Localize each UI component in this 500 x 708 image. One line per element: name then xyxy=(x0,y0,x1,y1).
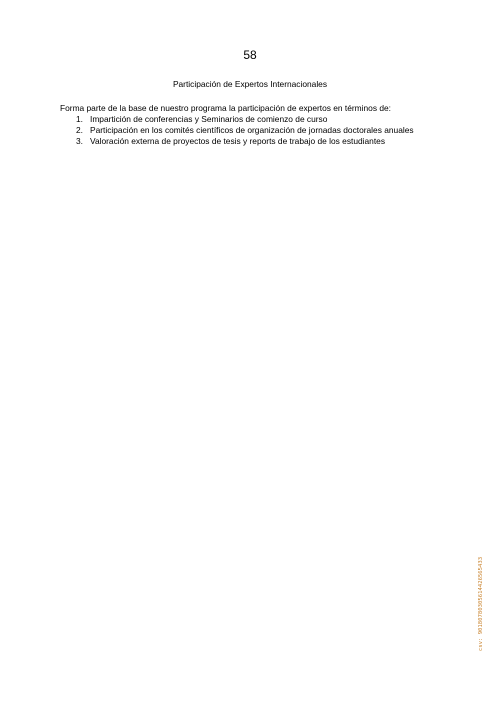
list-marker: 1. xyxy=(76,114,83,124)
list-item xyxy=(74,136,434,147)
section-title: Participación de Expertos Internacionales xyxy=(172,79,328,89)
list-item-text: Impartición de conferencias y Seminarios de comienzo de curso xyxy=(90,114,328,124)
intro-paragraph: Forma parte de la base de nuestro programa la participación de expertos en términos de: xyxy=(60,103,391,113)
list-marker: 3. xyxy=(76,136,83,146)
numbered-list xyxy=(74,114,434,147)
verification-code-text: csv: 90180780305614426565433 xyxy=(478,556,484,652)
list-item xyxy=(74,114,434,125)
list-item xyxy=(74,125,434,136)
list-item-text: Valoración externa de proyectos de tesis y reports de trabajo de los estudiantes xyxy=(90,136,386,146)
list-marker: 2. xyxy=(76,125,83,135)
page-number: 58 xyxy=(243,48,257,62)
list-item-text: Participación en los comités científicos de organización de jornadas doctorales anuales xyxy=(90,125,414,135)
verification-code xyxy=(476,556,486,652)
